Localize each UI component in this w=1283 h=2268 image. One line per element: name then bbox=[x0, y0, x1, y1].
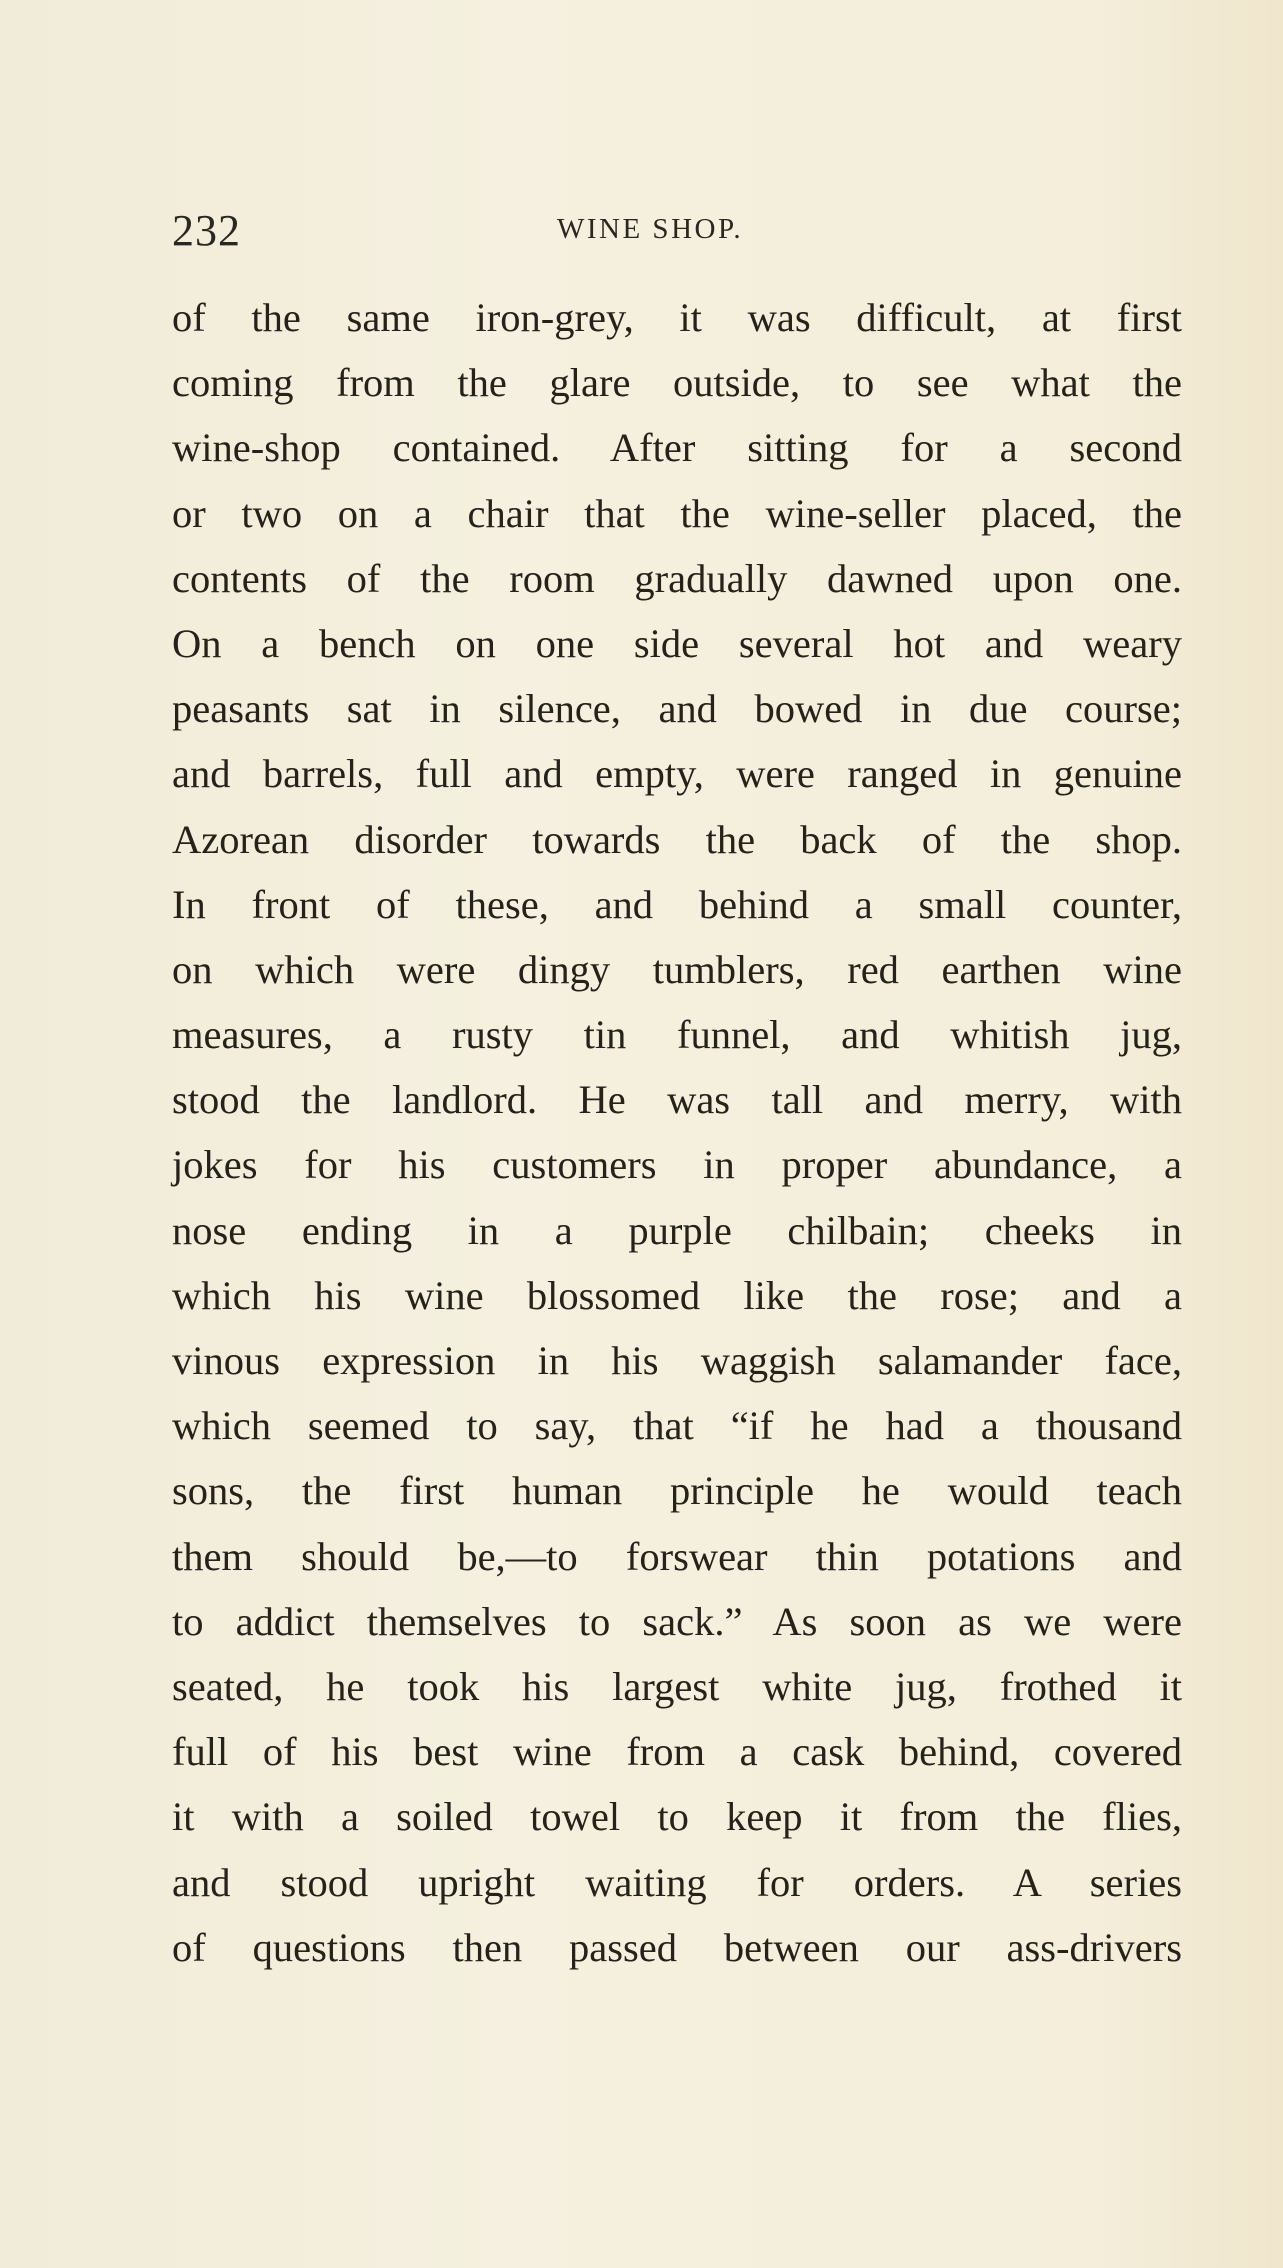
text-line: measures, a rusty tin funnel, and whitish jug, bbox=[172, 1012, 1182, 1058]
text-line: full of his best wine from a cask behind, covered bbox=[172, 1729, 1182, 1775]
text-line: them should be,—to forswear thin potations and bbox=[172, 1533, 1182, 1579]
text-line: or two on a chair that the wine-seller placed, the bbox=[172, 490, 1182, 536]
page-header bbox=[172, 205, 1182, 255]
text-line: of the same iron-grey, it was difficult, at first bbox=[172, 295, 1182, 340]
text-line: nose ending in a purple chilbain; cheeks in bbox=[172, 1207, 1182, 1253]
text-line: Azorean disorder towards the back of the shop. bbox=[172, 816, 1182, 862]
body-text bbox=[172, 285, 1182, 1980]
text-line: and stood upright waiting for orders. A series bbox=[172, 1859, 1182, 1905]
text-line: In front of these, and behind a small counter, bbox=[172, 881, 1182, 927]
text-line: contents of the room gradually dawned upon one. bbox=[172, 555, 1182, 601]
text-line: sons, the first human principle he would teach bbox=[172, 1468, 1182, 1514]
running-head: WINE SHOP. bbox=[557, 213, 744, 245]
text-line: which his wine blossomed like the rose; and a bbox=[172, 1272, 1182, 1318]
text-line: to addict themselves to sack.” As soon as we were bbox=[172, 1598, 1182, 1644]
text-line: on which were dingy tumblers, red earthen wine bbox=[172, 946, 1182, 992]
text-line: peasants sat in silence, and bowed in due course; bbox=[172, 686, 1182, 732]
text-line: coming from the glare outside, to see what the bbox=[172, 360, 1182, 406]
text-line: vinous expression in his waggish salamander face, bbox=[172, 1338, 1182, 1383]
text-line: On a bench on one side several hot and weary bbox=[172, 620, 1182, 666]
text-line: seated, he took his largest white jug, frothed it bbox=[172, 1663, 1182, 1709]
text-line: and barrels, full and empty, were ranged in genuine bbox=[172, 751, 1182, 797]
text-line: it with a soiled towel to keep it from the flies, bbox=[172, 1794, 1182, 1840]
page-number: 232 bbox=[172, 206, 241, 255]
text-line: jokes for his customers in proper abundance, a bbox=[172, 1142, 1182, 1188]
text-line: wine-shop contained. After sitting for a second bbox=[172, 425, 1182, 471]
text-line: which seemed to say, that “if he had a thousand bbox=[172, 1403, 1182, 1449]
text-line: of questions then passed between our ass-drivers bbox=[172, 1924, 1182, 1970]
text-line: stood the landlord. He was tall and merry, with bbox=[172, 1077, 1182, 1123]
